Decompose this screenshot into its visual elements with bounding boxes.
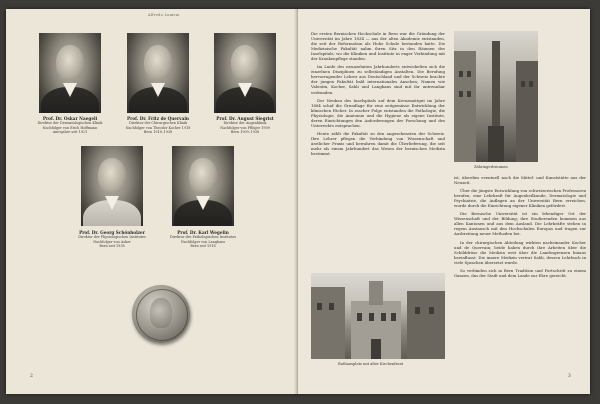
portrait-caption (112, 116, 204, 135)
portrait-caption (199, 116, 291, 135)
portrait-name: Prof. Dr. Georg Schönholzer (79, 230, 145, 235)
commemorative-medal (132, 285, 190, 343)
caption-line: Nachfolger von Asher (93, 239, 131, 244)
caption-line: Bern seit 1938 (99, 244, 125, 249)
caption-line: Nachfolger von Erich Hoffmann (42, 125, 98, 130)
portrait-name: Prof. Dr. Oskar Naegeli (42, 116, 98, 121)
caption-line: Bern seit 1916 (190, 244, 216, 249)
town-square-photo (311, 273, 445, 359)
caption-line: Direktor der Chirurgischen Klinik (128, 121, 188, 125)
photo-caption: Rathausplatz mit alter Kirchenfront (338, 362, 404, 366)
portrait-photo (127, 33, 189, 113)
article-paragraph: In der chirurgischen Abteilung wirkten nacheinander Kocher und de Quervain; beide haben durch ihre Arbeiten über die Schilddrüse die Medizin weit über die Landesgrenzen hinaus beeinflusst. Die innere Medizin vertrat Sahli, dessen Lehrbuch in viele Sprachen übersetzt wurde. (454, 239, 586, 265)
left-page (6, 9, 298, 394)
portrait-photo (172, 146, 234, 226)
street-fountain-photo (454, 31, 538, 162)
portrait-caption (156, 230, 250, 249)
magazine-spread (6, 9, 590, 394)
page-number: 2 (30, 374, 33, 379)
caption-line: Nachfolger von Pflüger 1909 (220, 125, 270, 130)
caption-line: Nachfolger von Theodor Kocher 1918 (125, 125, 191, 130)
article-paragraph: ist, überdies eventuell noch die Mittel- und Kunststätte aus der Neuzeit. (454, 175, 586, 186)
right-page (298, 9, 590, 394)
caption-line: Nachfolger von Langhans (180, 239, 226, 244)
caption-line: Direktor der Augenklinik (223, 121, 267, 125)
article-paragraph: Die ersten Bernischen Hochschule in Bern war die Gründung der Universität im Jahre 1834 — aus der alten Akademie entstanden, die seit der Reformation als Hohe Schule bestanden hatte. Die Medizinische Fakultät nahm ihren Sitz in den Räumen des Inselspitals, wo die Kliniken und Institute in enger Verbindung mit der Krankenpflege standen. (311, 31, 445, 62)
portrait-photo (214, 33, 276, 113)
article-paragraph: Heute zählt die Fakultät zu den angesehensten der Schweiz. Ihre Lehrer pflegen die Verbindung von Wissenschaft und ärztlicher Praxis und bewahren damit die Überlieferung, die seit mehr als einem Jahrhundert das Wesen der bernischen Medizin bestimmt. (311, 130, 445, 157)
caption-line: Direktor der Dermatologischen Klinik (37, 121, 103, 125)
article-column-right (454, 175, 586, 387)
portrait-name: Prof. Dr. Fritz de Quervain (127, 116, 189, 121)
article-column-left (311, 31, 445, 281)
portrait-caption (64, 230, 160, 249)
portrait-caption (24, 116, 116, 135)
caption-line: Bern 1918–1938 (143, 130, 173, 135)
portrait-name: Prof. Dr. Karl Wegelin (177, 230, 229, 235)
caption-line: Direktor der Physiologischen Institutes (78, 235, 146, 239)
caption-line: Amtsjahre seit 1921 (52, 130, 88, 135)
article-paragraph: So verbinden sich in Bern Tradition und Fortschritt zu einem Ganzen, das der Stadt und dem Lande zur Ehre gereicht. (454, 267, 586, 278)
article-paragraph: Der Neubau des Inselspitals auf dem Kreuzmattgut im Jahre 1884 schuf die Grundlage für eine zeitgemässe Entwicklung der klinischen Fächer. In rascher Folge entstanden die Pathologie, die Physiologie, die Anatomie und die Hygiene als eigene Institute, deren Einrichtungen den Anforderungen der Forschung und des Unterrichts entsprachen. (311, 97, 445, 128)
caption-line: Bern 1909–1938 (230, 130, 260, 135)
portrait-photo (81, 146, 143, 226)
caption-line: Direktor des Pathologischen Institutes (169, 235, 237, 239)
article-paragraph: Im Laufe des neunzehnten Jahrhunderts entwickelten sich die einzelnen Disziplinen zu selbständigen Anstalten. Die Berufung hervorragender Lehrer aus Deutschland und der Schweiz brachte der jungen Fakultät bald internationales Ansehen; Namen wie Valentin, Kocher, Sahli und Langhans sind mit ihr untrennbar verbunden. (311, 64, 445, 95)
portrait-photo (39, 33, 101, 113)
running-head: Alfredo Lumeni (148, 13, 180, 17)
article-paragraph: Über die jüngste Entwicklung von schweizerischen Professoren berufen, eine Lehrkraft für Augenheilkunde, Dermatologie und Psychiatrie, die Auflagen an der Universität Bern erreichen, wurde durch die Einrichtung eigener Kliniken gefördert. (454, 188, 586, 209)
photo-caption: Zähringerbrunnen (474, 165, 508, 169)
article-paragraph: Die Bernische Universität ist ein lebendiger Ort der Wissenschaft und der Bildung; ihre Studierenden kommen aus allen Kantonen und aus dem Ausland. Die Lehrkräfte stehen in regem Austausch mit den Hochschulen Europas und tragen zur Ausbreitung neuer Methoden bei. (454, 211, 586, 237)
portrait-name: Prof. Dr. August Siegrist (216, 116, 274, 121)
page-number: 3 (568, 374, 571, 379)
